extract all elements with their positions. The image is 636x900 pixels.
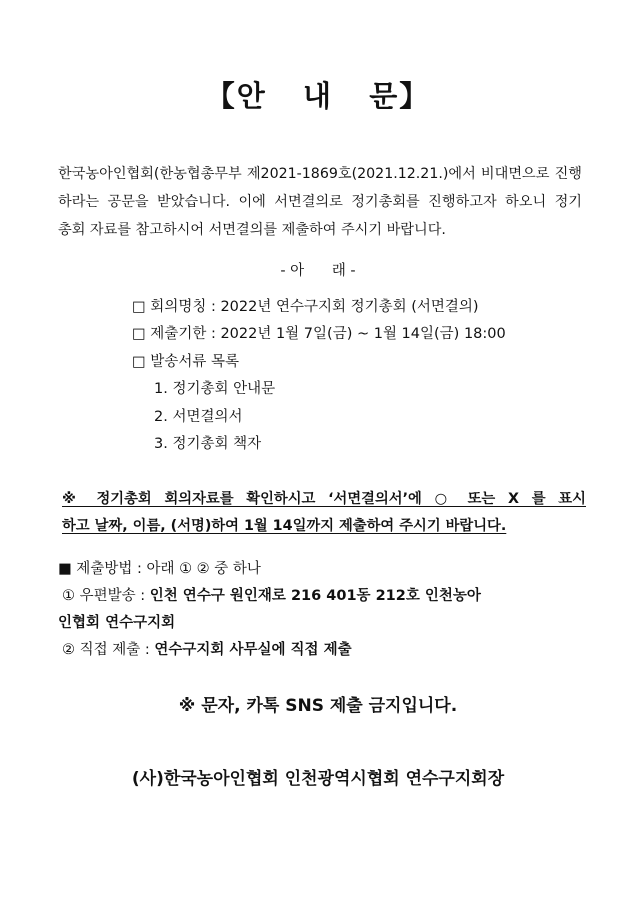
direct-option-value: 연수구지회 사무실에 직접 제출 — [154, 642, 352, 658]
section-heading: - 아 래 - — [280, 263, 356, 279]
document-list-item: 1. 정기총회 안내문 — [154, 381, 276, 398]
intro-paragraph — [58, 160, 582, 244]
postal-address-continued — [58, 610, 481, 637]
postal-option-label: ① 우편발송 : — [62, 588, 150, 604]
postal-address-line2: 인협회 연수구지회 — [58, 615, 176, 631]
meeting-name-item: □ 회의명칭 : 2022년 연수구지회 정기총회 (서면결의) — [132, 299, 479, 315]
notice-line: ※ 정기총회 회의자료를 확인하시고 ‘서면결의서’에 ○ 또는 X 를 표시 — [62, 491, 586, 507]
postal-option — [58, 583, 481, 610]
documents-heading: □ 발송서류 목록 — [132, 353, 239, 370]
postal-address: 인천 연수구 원인재로 216 401동 212호 인천농아 — [149, 588, 481, 604]
submission-heading: ■ 제출방법 : 아래 ① ② 중 하나 — [58, 561, 261, 577]
sender-signature: (사)한국농아인협회 인천광역시협회 연수구지회장 — [131, 769, 505, 789]
details-list — [132, 294, 506, 458]
submission-method — [58, 556, 481, 664]
intro-line: 한국농아인협회(한농협총무부 제2021-1869호(2021.12.21.)에서 비대면으로 진행 — [58, 166, 582, 182]
document-list-item: 3. 정기총회 책자 — [154, 436, 262, 453]
direct-option-label: ② 직접 제출 : — [62, 642, 155, 658]
deadline-item: □ 제출기한 : 2022년 1월 7일(금) ~ 1월 14일(금) 18:00 — [132, 326, 506, 343]
direct-option — [58, 637, 481, 664]
important-notice — [62, 486, 586, 540]
intro-line: 하라는 공문을 받았습니다. 이에 서면결의로 정기총회를 진행하고자 하오니 정기 — [58, 194, 582, 210]
intro-line: 총회 자료를 참고하시어 서면결의를 제출하여 주시기 바랍니다. — [58, 222, 446, 238]
sns-prohibition-notice: ※ 문자, 카톡 SNS 제출 금지입니다. — [178, 696, 458, 716]
document-title: 【안 내 문】 — [205, 79, 431, 113]
document-list-item: 2. 서면결의서 — [154, 408, 243, 425]
notice-line: 하고 날짜, 이름, (서명)하여 1월 14일까지 제출하여 주시기 바랍니다. — [62, 518, 507, 534]
